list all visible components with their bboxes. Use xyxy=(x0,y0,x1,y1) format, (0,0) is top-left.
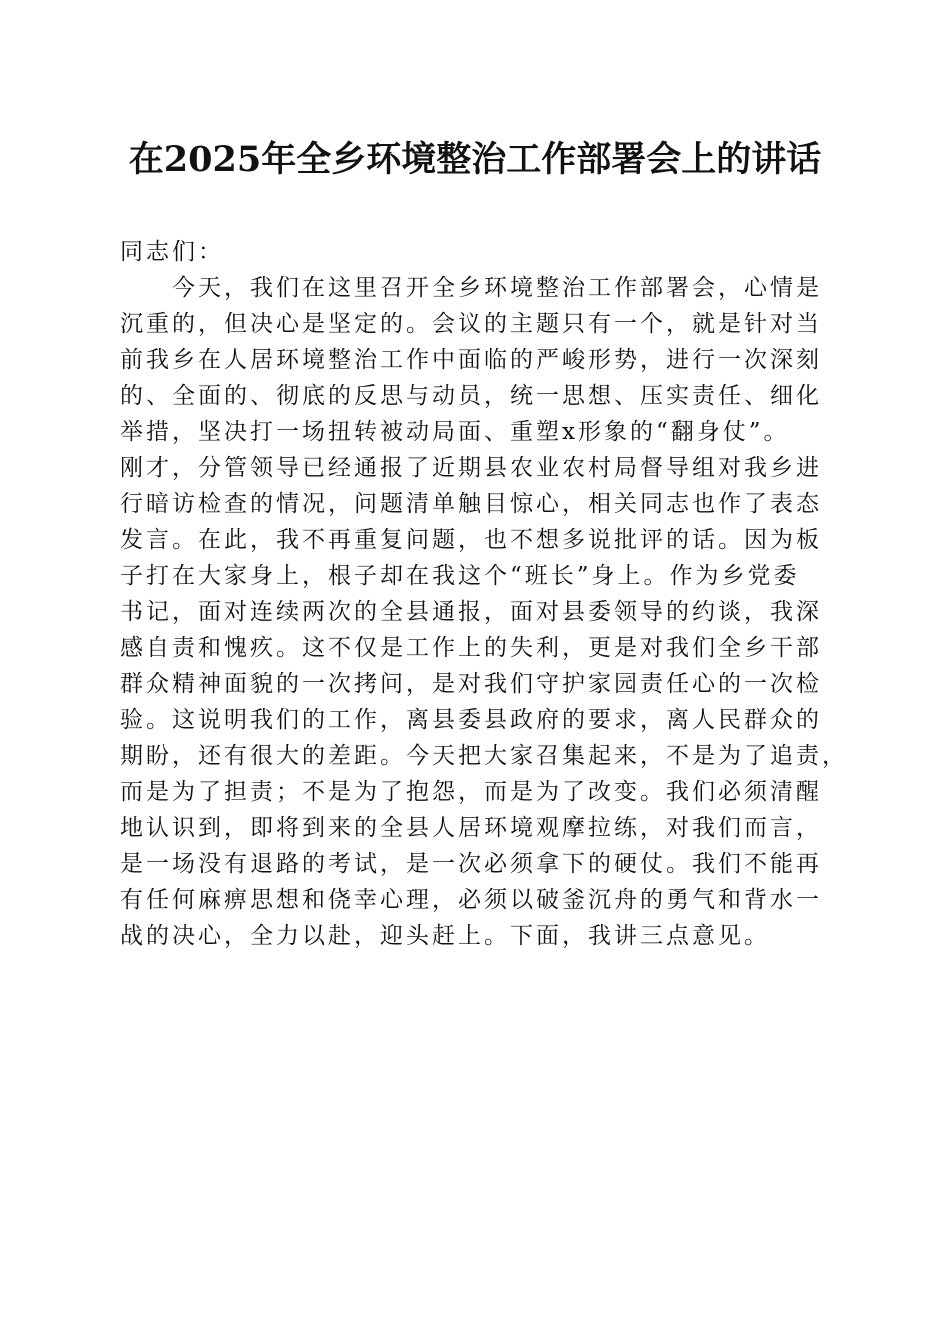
speech-body xyxy=(120,234,848,954)
salutation: 同志们： xyxy=(120,239,224,265)
paragraph-line: 是一场没有退路的考试，是一次必须拿下的硬仗。我们不能再 xyxy=(120,851,822,877)
paragraph-line: 群众精神面貌的一次拷问，是对我们守护家园责任心的一次检 xyxy=(120,671,822,697)
paragraph-line: 有任何麻痹思想和侥幸心理，必须以破釜沉舟的勇气和背水一 xyxy=(120,887,822,913)
paragraph-line: 刚才，分管领导已经通报了近期县农业农村局督导组对我乡进 xyxy=(120,455,822,481)
paragraph-line: 书记，面对连续两次的全县通报，面对县委领导的约谈，我深 xyxy=(120,599,822,625)
paragraph-line: 行暗访检查的情况，问题清单触目惊心，相关同志也作了表态 xyxy=(120,491,822,517)
page-title: 在2025年全乡环境整治工作部署会上的讲话 xyxy=(128,139,822,180)
paragraph-line: 战的决心，全力以赴，迎头赶上。下面，我讲三点意见。 xyxy=(120,923,770,949)
paragraph-line: 的、全面的、彻底的反思与动员，统一思想、压实责任、细化 xyxy=(120,383,822,409)
paragraph-line: 发言。在此，我不再重复问题，也不想多说批评的话。因为板 xyxy=(120,527,822,553)
speech-paragraph xyxy=(120,270,848,954)
paragraph-line: 地认识到，即将到来的全县人居环境观摩拉练，对我们而言， xyxy=(120,815,822,841)
paragraph-line: 验。这说明我们的工作，离县委县政府的要求，离人民群众的 xyxy=(120,707,822,733)
paragraph-line: 前我乡在人居环境整治工作中面临的严峻形势，进行一次深刻 xyxy=(120,347,822,373)
paragraph-line: 感自责和愧疚。这不仅是工作上的失利，更是对我们全乡干部 xyxy=(120,635,822,661)
paragraph-line: 举措，坚决打一场扭转被动局面、重塑x形象的“翻身仗”。 xyxy=(120,419,790,445)
paragraph-line: 期盼，还有很大的差距。今天把大家召集起来，不是为了追责， xyxy=(120,743,848,769)
paragraph-line: 今天，我们在这里召开全乡环境整治工作部署会，心情是 xyxy=(172,275,822,301)
paragraph-line: 而是为了担责；不是为了抱怨，而是为了改变。我们必须清醒 xyxy=(120,779,822,805)
paragraph-line: 沉重的，但决心是坚定的。会议的主题只有一个，就是针对当 xyxy=(120,311,822,337)
paragraph-line: 子打在大家身上，根子却在我这个“班长”身上。作为乡党委 xyxy=(120,563,800,589)
